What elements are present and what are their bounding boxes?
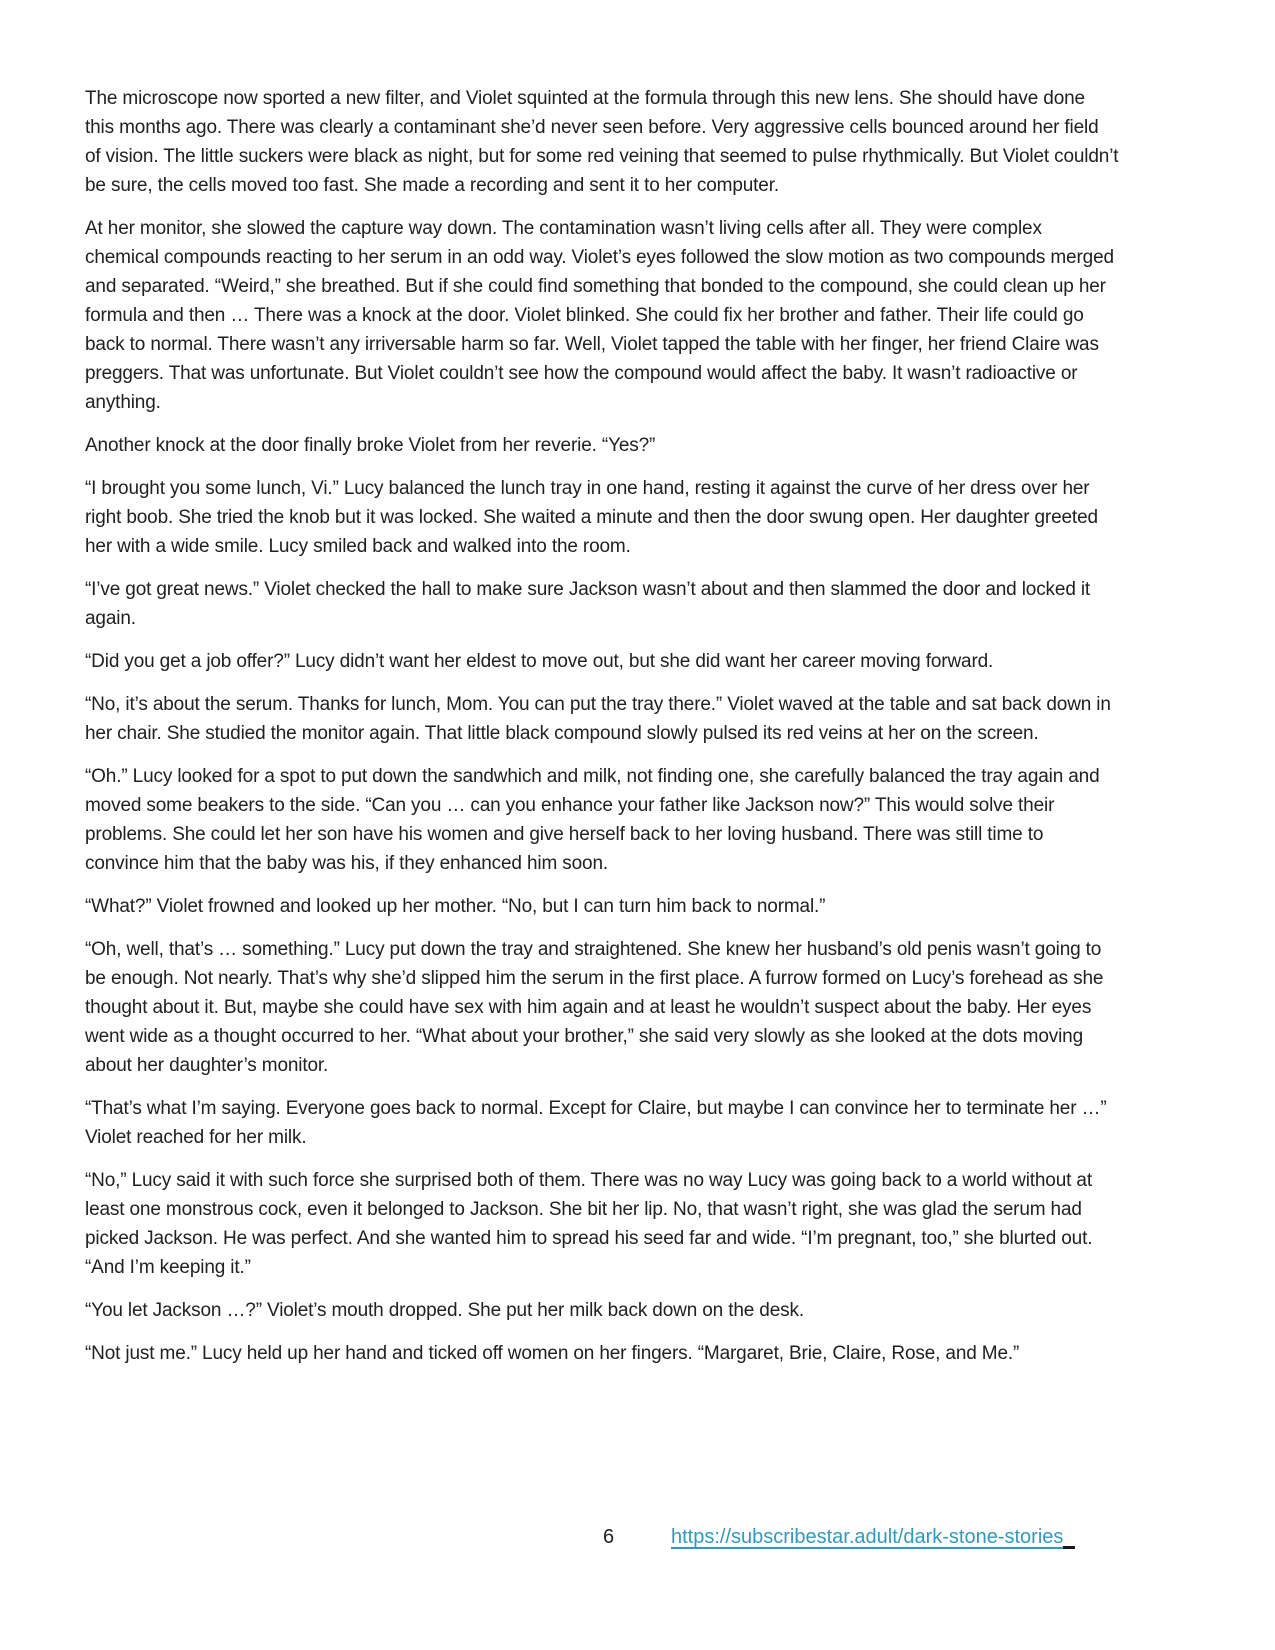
document-body (85, 84, 1119, 1382)
link-trailing-underline (1063, 1545, 1075, 1549)
paragraph: Another knock at the door finally broke Violet from her reverie. “Yes?” (85, 435, 656, 456)
paragraph: The microscope now sported a new filter, and Violet squinted at the formula through this new lens. She should have done this months ago. There was clearly a contaminant she’d never seen before. Very aggressive cells bounced around her field of vision. The little suckers were black as night, but for some red veining that seemed to pulse rhythmically. But Violet couldn’t be sure, the cells moved too fast. She made a recording and sent it to her computer. (85, 88, 1119, 196)
paragraph: “Oh.” Lucy looked for a spot to put down the sandwhich and milk, not finding one, she carefully balanced the tray again and moved some beakers to the side. “Can you … can you enhance your father like Jackson now?” This would solve their problems. She could let her son have his women and give herself back to her loving husband. There was still time to convince him that the baby was his, if they enhanced him soon. (85, 766, 1100, 874)
paragraph: “No, it’s about the serum. Thanks for lunch, Mom. You can put the tray there.” Violet waved at the table and sat back down in her chair. She studied the monitor again. That little black compound slowly pulsed its red veins at her on the screen. (85, 694, 1111, 744)
page-number: 6 (603, 1526, 615, 1548)
paragraph: “What?” Violet frowned and looked up her mother. “No, but I can turn him back to normal.” (85, 896, 826, 917)
paragraph: “I’ve got great news.” Violet checked the hall to make sure Jackson wasn’t about and then slammed the door and locked it again. (85, 579, 1091, 629)
footer-link-wrap (671, 1522, 1075, 1552)
subscribestar-link[interactable]: https://subscribestar.adult/dark-stone-stories (671, 1526, 1064, 1548)
page-footer (85, 1516, 1145, 1560)
paragraph: “No,” Lucy said it with such force she surprised both of them. There was no way Lucy was going back to a world without at least one monstrous cock, even it belonged to Jackson. She bit her lip. No, that wasn’t right, she was glad the serum had picked Jackson. He was perfect. And she wanted him to spread his seed far and wide. “I’m pregnant, too,” she blurted out. “And I’m keeping it.” (85, 1170, 1093, 1278)
paragraph: “Not just me.” Lucy held up her hand and ticked off women on her fingers. “Margaret, Brie, Claire, Rose, and Me.” (85, 1343, 1020, 1364)
paragraph: “That’s what I’m saying. Everyone goes back to normal. Except for Claire, but maybe I can convince her to terminate her …” Violet reached for her milk. (85, 1098, 1107, 1148)
paragraph: “Did you get a job offer?” Lucy didn’t want her eldest to move out, but she did want her career moving forward. (85, 651, 994, 672)
paragraph: “I brought you some lunch, Vi.” Lucy balanced the lunch tray in one hand, resting it against the curve of her dress over her right boob. She tried the knob but it was locked. She waited a minute and then the door swung open. Her daughter greeted her with a wide smile. Lucy smiled back and walked into the room. (85, 478, 1098, 557)
paragraph: “You let Jackson …?” Violet’s mouth dropped. She put her milk back down on the desk. (85, 1300, 804, 1321)
paragraph: “Oh, well, that’s … something.” Lucy put down the tray and straightened. She knew her husband’s old penis wasn’t going to be enough. Not nearly. That’s why she’d slipped him the serum in the first place. A furrow formed on Lucy’s forehead as she thought about it. But, maybe she could have sex with him again and at least he wouldn’t suspect about the baby. Her eyes went wide as a thought occurred to her. “What about your brother,” she said very slowly as she looked at the dots moving about her daughter’s monitor. (85, 939, 1104, 1076)
paragraph: At her monitor, she slowed the capture way down. The contamination wasn’t living cells after all. They were complex chemical compounds reacting to her serum in an odd way. Violet’s eyes followed the slow motion as two compounds merged and separated. “Weird,” she breathed. But if she could find something that bonded to the compound, she could clean up her formula and then … There was a knock at the door. Violet blinked. She could fix her brother and father. Their life could go back to normal. There wasn’t any irriversable harm so far. Well, Violet tapped the table with her finger, her friend Claire was preggers. That was unfortunate. But Violet couldn’t see how the compound would affect the baby. It wasn’t radioactive or anything. (85, 218, 1114, 413)
